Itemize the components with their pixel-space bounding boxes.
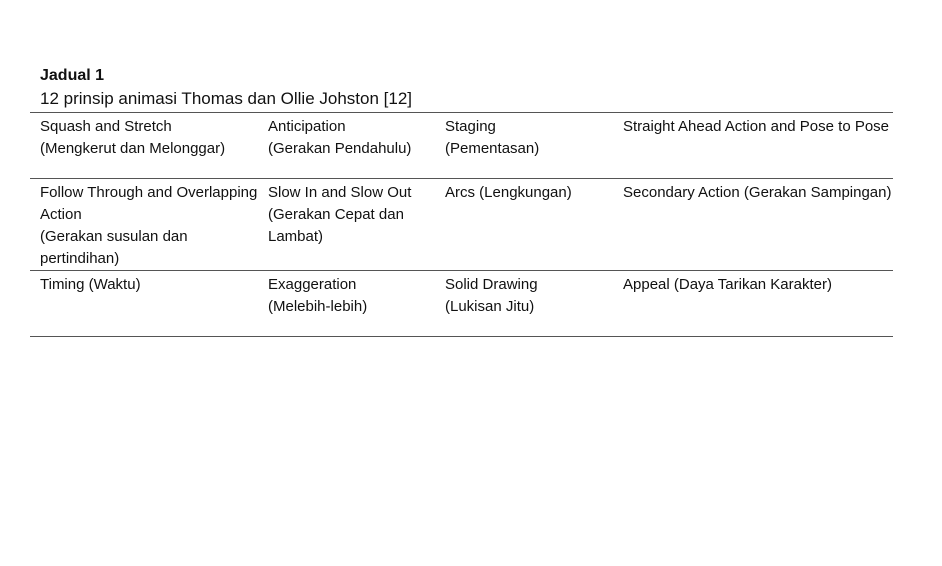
- table-cell: [435, 179, 613, 271]
- table-cell: [258, 179, 435, 271]
- table-cell: [613, 179, 893, 271]
- table-cell: [435, 271, 613, 337]
- principle-name: Timing (Waktu): [40, 276, 141, 293]
- principle-translation: (Melebih-lebih): [268, 298, 368, 315]
- principle-name: Exaggeration: [268, 276, 357, 293]
- principle-name: Staging: [445, 118, 496, 135]
- table-cell: [258, 271, 435, 337]
- principle-name: Secondary Action (Gerakan Sampingan): [623, 184, 892, 201]
- table-row: [30, 113, 893, 179]
- principle-name: Follow Through and Overlapping Action: [40, 184, 258, 223]
- principle-name: Solid Drawing: [445, 276, 538, 293]
- principle-name: Slow In and Slow Out: [268, 184, 412, 201]
- document-section: [30, 66, 893, 337]
- table-caption-label: Jadual 1: [40, 67, 105, 84]
- table-cell: [30, 271, 258, 337]
- table-cell: [613, 271, 893, 337]
- principle-translation: (Mengkerut dan Melonggar): [40, 140, 226, 157]
- table-row: [30, 179, 893, 271]
- principle-name: Anticipation: [268, 118, 346, 135]
- table-cell: [30, 113, 258, 179]
- principle-name: Straight Ahead Action and Pose to Pose: [623, 118, 890, 135]
- principle-name: Arcs (Lengkungan): [445, 184, 572, 201]
- table-caption-title: 12 prinsip animasi Thomas dan Ollie Johston [12]: [40, 89, 412, 108]
- principles-table: [30, 112, 893, 337]
- principle-name: Squash and Stretch: [40, 118, 172, 135]
- principle-translation: (Lukisan Jitu): [445, 298, 535, 315]
- principle-name: Appeal (Daya Tarikan Karakter): [623, 276, 832, 293]
- principle-translation: (Gerakan Cepat dan Lambat): [268, 206, 404, 245]
- table-row: [30, 271, 893, 337]
- table-cell: [613, 113, 893, 179]
- principle-translation: (Pementasan): [445, 140, 540, 157]
- principle-translation: (Gerakan Pendahulu): [268, 140, 412, 157]
- table-cell: [258, 113, 435, 179]
- principle-translation: (Gerakan susulan dan pertindihan): [40, 228, 188, 267]
- table-cell: [30, 179, 258, 271]
- table-cell: [435, 113, 613, 179]
